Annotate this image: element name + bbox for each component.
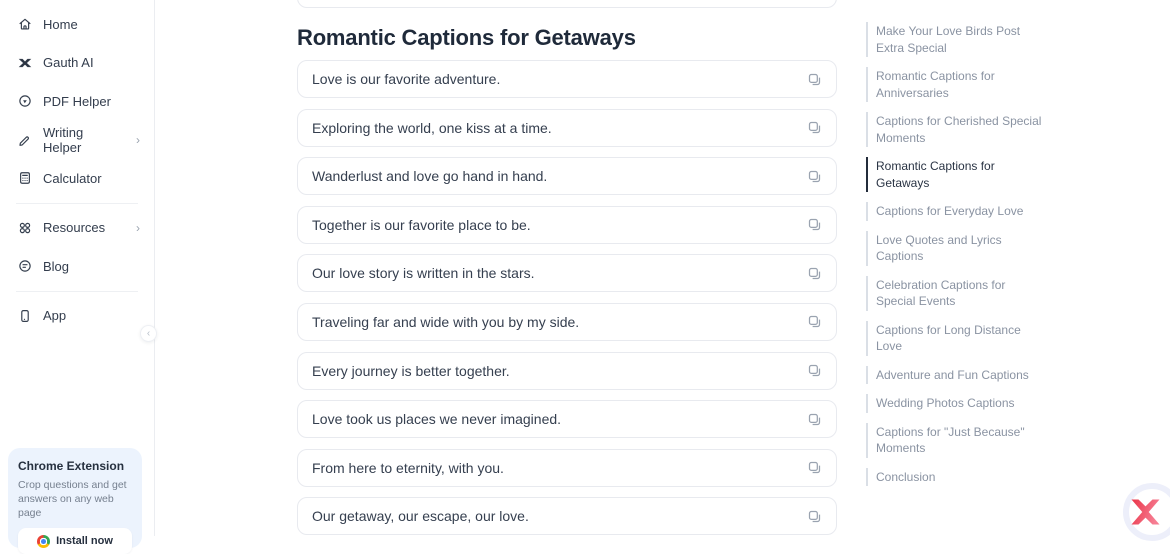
install-now-button[interactable] xyxy=(18,528,132,554)
sidebar-divider xyxy=(16,291,138,292)
sidebar-item-label: Writing Helper xyxy=(43,124,84,155)
calculator-icon xyxy=(18,171,32,185)
toc-item[interactable]: Adventure and Fun Captions xyxy=(866,366,1048,385)
caption-text: Every journey is better together. xyxy=(312,362,510,379)
sidebar-item-pdf-helper[interactable] xyxy=(0,82,154,121)
toc-item[interactable]: Captions for Cherished Special Moments xyxy=(866,112,1048,147)
caption-text: Together is our favorite place to be. xyxy=(312,216,531,233)
caption-card xyxy=(297,60,837,98)
chrome-icon xyxy=(37,535,50,548)
article-content xyxy=(297,0,837,546)
resources-icon xyxy=(18,221,32,235)
toc-item[interactable]: Love Quotes and Lyrics Captions xyxy=(866,231,1048,266)
sidebar-item-label: Blog xyxy=(43,258,70,274)
chrome-extension-promo xyxy=(8,448,142,548)
sidebar-item-label: Calculator xyxy=(43,170,102,186)
chevron-right-icon: › xyxy=(136,132,140,147)
copy-icon xyxy=(807,412,822,427)
copy-icon xyxy=(807,363,822,378)
home-icon xyxy=(18,17,32,31)
toc-item[interactable]: Celebration Captions for Special Events xyxy=(866,276,1048,311)
caption-card xyxy=(297,254,837,292)
pdf-helper-icon xyxy=(18,94,32,108)
caption-card xyxy=(297,157,837,195)
sidebar-divider xyxy=(16,203,138,204)
sidebar-item-app[interactable] xyxy=(0,297,154,336)
caption-text: Our love story is written in the stars. xyxy=(312,265,535,282)
table-of-contents xyxy=(866,0,1048,496)
copy-icon xyxy=(807,120,822,135)
caption-text: Traveling far and wide with you by my side. xyxy=(312,313,580,330)
toc-item[interactable]: Conclusion xyxy=(866,468,1048,487)
caption-card xyxy=(297,497,837,535)
toc-item[interactable]: Make Your Love Birds Post Extra Special xyxy=(866,22,1048,57)
sidebar-collapse-button[interactable] xyxy=(140,325,157,342)
toc-item[interactable]: Captions for Everyday Love xyxy=(866,202,1048,221)
copy-button[interactable] xyxy=(805,70,823,88)
caption-text: Wanderlust and love go hand in hand. xyxy=(312,168,548,185)
toc-item-active[interactable]: Romantic Captions for Getaways xyxy=(866,157,1048,192)
sidebar-item-home[interactable] xyxy=(0,5,154,44)
copy-button[interactable] xyxy=(805,459,823,477)
caption-card xyxy=(297,303,837,341)
caption-text: Exploring the world, one kiss at a time. xyxy=(312,119,552,136)
copy-button[interactable] xyxy=(805,362,823,380)
caption-text: Love is our favorite adventure. xyxy=(312,71,501,87)
sidebar-item-label: Resources xyxy=(43,220,106,236)
copy-icon xyxy=(807,266,822,281)
copy-button[interactable] xyxy=(805,216,823,234)
caption-card xyxy=(297,109,837,147)
copy-icon xyxy=(807,314,822,329)
caption-text: From here to eternity, with you. xyxy=(312,459,504,476)
copy-button[interactable] xyxy=(805,119,823,137)
copy-icon xyxy=(807,72,822,87)
sidebar-item-label: PDF Helper xyxy=(43,93,111,109)
toc-item[interactable]: Captions for Long Distance Love xyxy=(866,321,1048,356)
caption-card xyxy=(297,206,837,244)
copy-button[interactable] xyxy=(805,410,823,428)
copy-icon xyxy=(807,460,822,475)
caption-card xyxy=(297,352,837,390)
caption-text: Love took us places we never imagined. xyxy=(312,411,562,428)
gauth-logo-icon xyxy=(18,56,32,70)
sidebar-item-writing-helper[interactable] xyxy=(0,121,154,160)
sidebar-item-blog[interactable] xyxy=(0,247,154,286)
promo-description: Crop questions and get answers on any web page xyxy=(18,479,127,519)
gauth-brand-logo[interactable] xyxy=(1131,499,1160,525)
caption-text: Our getaway, our escape, our love. xyxy=(312,508,529,525)
caption-card xyxy=(297,400,837,438)
copy-button[interactable] xyxy=(805,264,823,282)
toc-item[interactable]: Captions for "Just Because" Moments xyxy=(866,423,1048,458)
caption-card xyxy=(297,449,837,487)
previous-caption-card-partial xyxy=(297,0,837,8)
sidebar-item-label: App xyxy=(43,308,67,324)
sidebar-item-gauth-ai[interactable] xyxy=(0,44,154,83)
copy-button[interactable] xyxy=(805,313,823,331)
copy-icon xyxy=(807,217,822,232)
sidebar-item-label: Home xyxy=(43,16,78,32)
sidebar-item-calculator[interactable] xyxy=(0,159,154,198)
copy-icon xyxy=(807,169,822,184)
sidebar-item-label: Gauth AI xyxy=(43,55,94,71)
sidebar-item-resources[interactable] xyxy=(0,209,154,248)
caption-card-list xyxy=(297,60,837,535)
blog-icon xyxy=(18,259,32,273)
copy-button[interactable] xyxy=(805,507,823,525)
app-icon xyxy=(18,309,32,323)
copy-icon xyxy=(807,509,822,524)
writing-helper-icon xyxy=(18,133,32,147)
section-heading: Romantic Captions for Getaways xyxy=(297,25,636,50)
install-now-label: Install now xyxy=(56,535,113,547)
chevron-left-icon: ‹ xyxy=(146,328,151,339)
toc-item[interactable]: Wedding Photos Captions xyxy=(866,394,1048,413)
toc-item[interactable]: Romantic Captions for Anniversaries xyxy=(866,67,1048,102)
chevron-right-icon: › xyxy=(136,220,140,235)
promo-title: Chrome Extension xyxy=(18,459,125,473)
copy-button[interactable] xyxy=(805,167,823,185)
